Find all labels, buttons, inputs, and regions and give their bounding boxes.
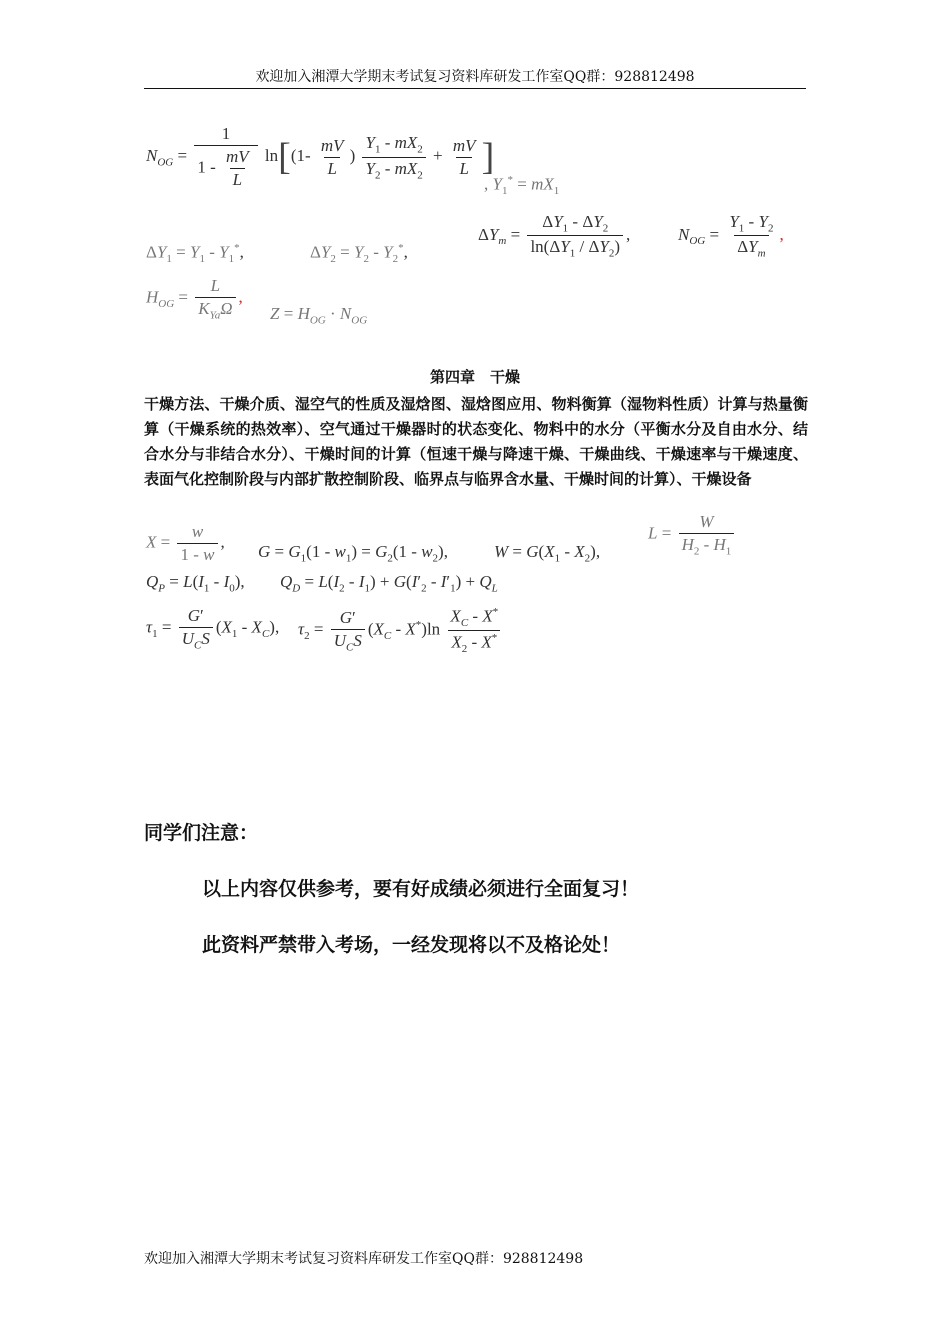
chapter-description: 干燥方法、干燥介质、湿空气的性质及湿焓图、湿焓图应用、物料衡算（湿物料性质）计算与热量衡算（干燥系统的热效率）、空气通过干燥器时的状态变化、物料中的水分（平衡水分及自由水分、结合水分与非结合水分）、干燥时间的计算（恒速干燥与降速干燥、干燥曲线、干燥速率与干燥速度、表面气化控制阶段与内部扩散控制阶段、临界点与临界含水量、干燥时间的计算）、干燥设备 [144, 395, 808, 488]
notice-line-reference: 以上内容仅供参考，要有好成绩必须进行全面复习！ [202, 878, 640, 900]
formula-delta-ym: $\Delta Y_m$ = $\frac{\Delta Y_1 - \Delta Y_2}{\ln(\Delta Y_1 / \Delta Y_2)}$ , [478, 212, 631, 260]
formula-g: $G = G_1(1 - w_1) = G_2(1 - w_2)$, [258, 542, 448, 565]
formula-x: X = $\frac{w}{1 - w}$ , [146, 522, 225, 564]
notice-title: 同学们注意： [144, 822, 259, 844]
formula-nog-log: $N_{OG}$ = 1 1 - $\frac{mV}{L}$ ln[(1- $\frac{mV}{L}$ ) $\frac{Y_1 - mX_2}{Y_2 - mX_2}$ + $\frac{mV}{L}$ ] [146, 124, 495, 189]
formula-delta-y1: $\Delta Y_1 = Y_1 - Y_1^*$, [146, 242, 244, 266]
formula-tau2: $\tau_2$ = $\frac{G'}{U_CS}$ $(X_C - X^*)\ln$ $\frac{X_C - X^*}{X_2 - X^*}$ [298, 606, 504, 655]
formula-nog-mean: $N_{OG}$ = $\frac{Y_1 - Y_2}{\Delta Y_m}$ , [678, 212, 784, 260]
formula-equilibrium: , $Y_1^* = mX_1$ [484, 174, 560, 198]
formula-qd: $Q_D = L(I_2 - I_1) + G(I'_2 - I'_1) + Q_L$ [280, 572, 498, 595]
formula-hog: $H_{OG}$ = $\frac{L}{K_{Ya}\Omega}$ , [146, 276, 243, 322]
chapter-title: 第四章 干燥 [429, 368, 520, 386]
header-divider [144, 88, 806, 89]
notice-line-exam-ban: 此资料严禁带入考场，一经发现将以不及格论处！ [202, 934, 621, 956]
formula-w: $W = G(X_1 - X_2)$, [494, 542, 601, 565]
page-footer: 欢迎加入湘潭大学期末考试复习资料库研发工作室QQ群：928812498 [144, 1251, 584, 1267]
page-header: 欢迎加入湘潭大学期末考试复习资料库研发工作室QQ群：928812498 [255, 69, 695, 85]
formula-delta-y2: $\Delta Y_2 = Y_2 - Y_2^*$, [310, 242, 408, 266]
formula-tau1: $\tau_1$ = $\frac{G'}{U_CS}$ $(X_1 - X_C)$, [146, 606, 280, 652]
formula-z: $Z = H_{OG} \cdot N_{OG}$ [270, 304, 368, 327]
formula-l: L = $\frac{W}{H_2 - H_1}$ [648, 512, 737, 557]
formula-qp: $Q_P = L(I_1 - I_0)$, [146, 572, 245, 595]
